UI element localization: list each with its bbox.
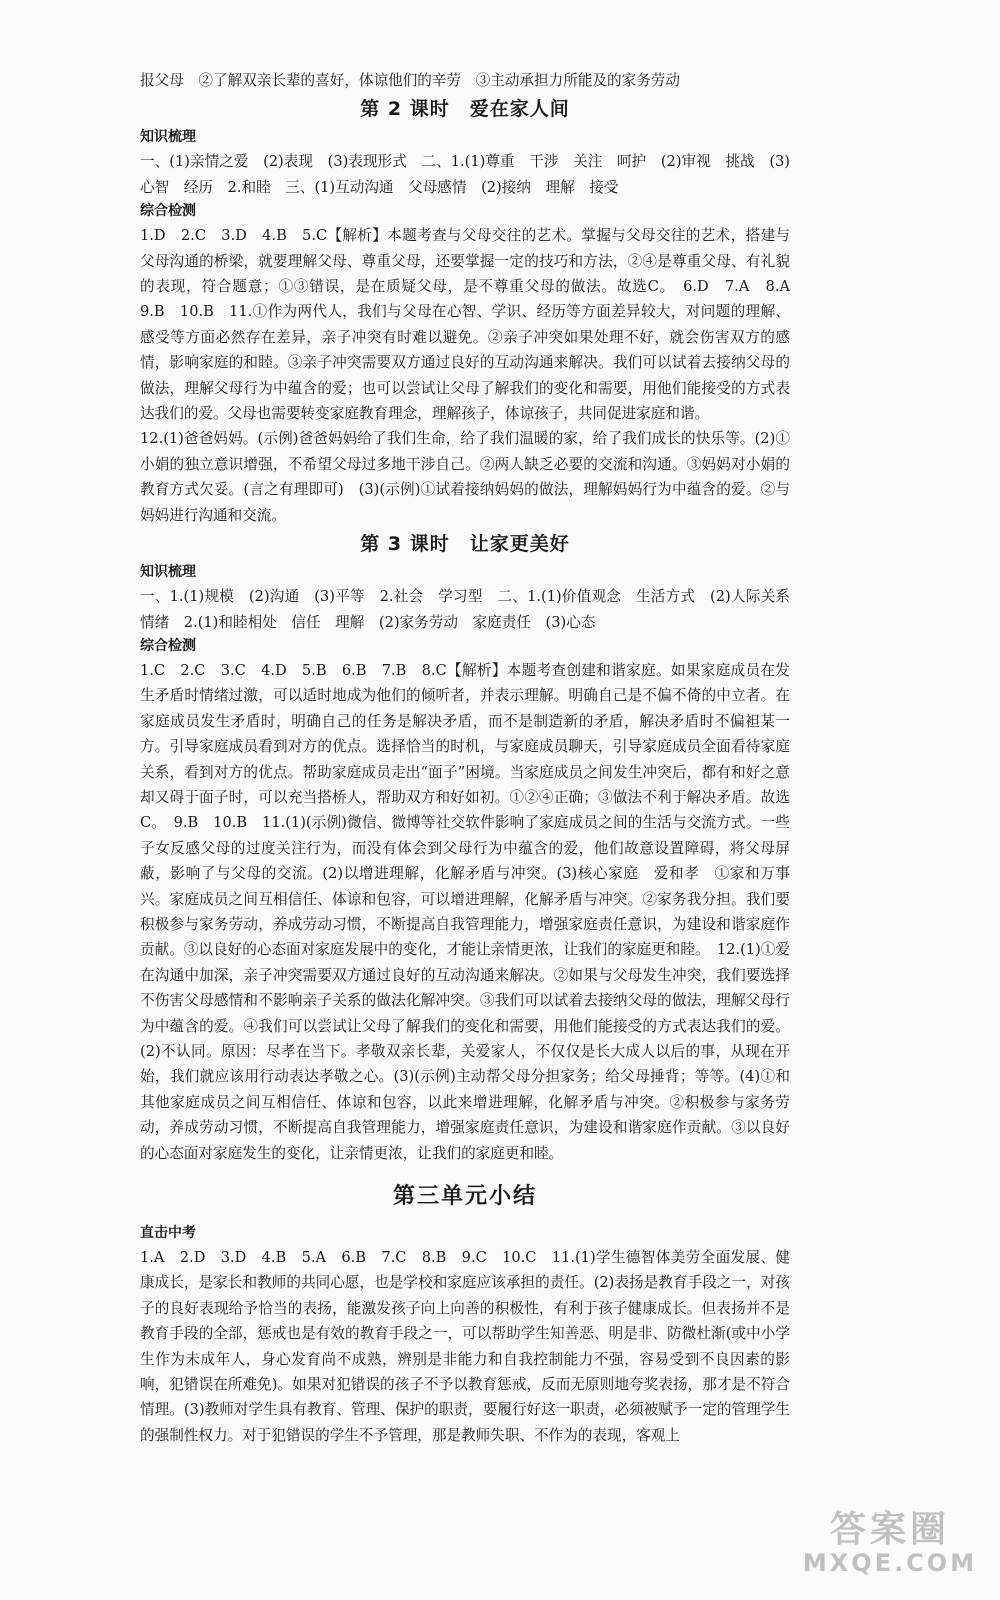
unit-text: 1.A 2.D 3.D 4.B 5.A 6.B 7.C 8.B 9.C 10.C 11.(1)学生德智体美劳全面发展、健康成长，是家长和教师的共同心愿，也是学校和家庭应该承担的责任。(2)表扬是教育手段之一，对孩子的良好表现给予恰当的表扬，能激发孩子向上向善的积极性，有利于孩子健康成长。但表扬并不是教育手段的全部，惩戒也是有效的教育手段之一，可以帮助学生知善恶、明是非、防微杜渐(或中小学生作为未成年人，身心发育尚不成熟，辨别是非能力和自我控制能力不强，容易受到不良因素的影响，犯错误在所难免)。如果对犯错误的孩子不予以教育惩戒，反而无原则地夸奖表扬，那才是不符合情理。(3)教师对学生具有教育、管理、保护的职责，要履行好这一职责，必须被赋予一定的管理学生的强制性权力。对于犯错误的学生不予管理，那是教师失职、不作为的表现，客观上 bbox=[140, 1249, 790, 1444]
lesson2-zhishi-text: 一、(1)亲情之爱 (2)表现 (3)表现形式 二、1.(1)尊重 干涉 关注 呵护 (2)审视 挑战 (3)心智 经历 2.和睦 三、(1)互动沟通 父母感情 (2)接纳 理解 接受 bbox=[140, 153, 790, 196]
lesson3-zhishi-text: 一、1.(1)规模 (2)沟通 (3)平等 2.社会 学习型 二、1.(1)价值观念 生活方式 (2)人际关系 情绪 2.(1)和睦相处 信任 理解 (2)家务劳动 家庭责任 (3)心态 bbox=[140, 588, 805, 631]
watermark-line1: 答案圈 bbox=[829, 1509, 950, 1550]
watermark-line2: MXQE.COM bbox=[802, 1549, 978, 1577]
lesson2-q12-text: 12.(1)爸爸妈妈。(示例)爸爸妈妈给了我们生命，给了我们温暖的家，给了我们成长的快乐等。(2)①小娟的独立意识增强，不希望父母过多地干涉自己。②两人缺乏必要的交流和沟通。③妈妈对小娟的教育方式欠妥。(言之有理即可) (3)(示例)①试着接纳妈妈的做法，理解妈妈行为中蕴含的爱。②与妈妈进行沟通和交流。 bbox=[140, 430, 790, 524]
intro-continuation: 报父母 ②了解双亲长辈的喜好，体谅他们的辛劳 ③主动承担力所能及的家务劳动 bbox=[140, 72, 680, 89]
lesson3-zonghe-label: 综合检测 bbox=[140, 637, 196, 654]
unit-label: 直击中考 bbox=[140, 1225, 196, 1242]
lesson2-zhishi-label: 知识梳理 bbox=[140, 129, 196, 146]
lesson3-zhishi-label: 知识梳理 bbox=[140, 564, 196, 581]
lesson3-title: 第 3 课时 让家更美好 bbox=[360, 533, 570, 556]
lesson2-zonghe-text: 1.D 2.C 3.D 4.B 5.C【解析】本题考查与父母交往的艺术。掌握与父母交往的艺术，搭建与父母沟通的桥梁，就要理解父母、尊重父母，还要掌握一定的技巧和方法，②④是尊重父母、有礼貌的表现，符合题意；①③错误，是在质疑父母，是不尊重父母的做法。故选C。 6.D 7.A 8.A 9.B 10.B 11.①作为两代人，我们与父母在心智、学识、经历等方面差异较大，对问题的理解、感受等方面必然存在差异，亲子冲突有时难以避免。②亲子冲突如果处理不好，就会伤害双方的感情，影响家庭的和睦。③亲子冲突需要双方通过良好的互动沟通来解决。我们可以试着去接纳父母的做法，理解父母行为中蕴含的爱；也可以尝试让父母了解我们的变化和需要，用他们能接受的方式表达我们的爱。父母也需要转变家庭教育理念，理解孩子，体谅孩子，共同促进家庭和谐。 bbox=[140, 227, 805, 423]
unit-title: 第三单元小结 bbox=[392, 1184, 537, 1210]
lesson3-zonghe-text: 1.C 2.C 3.C 4.D 5.B 6.B 7.B 8.C【解析】本题考查创建和谐家庭。如果家庭成员在发生矛盾时情绪过激，可以适时地成为他们的倾听者，并表示理解。明确自己是不偏不倚的中立者。在家庭成员发生矛盾时，明确自己的任务是解决矛盾，而不是制造新的矛盾，解决矛盾时不偏袒某一方。引导家庭成员看到对方的优点。选择恰当的时机，与家庭成员聊天，引导家庭成员全面看待家庭关系，看到对方的优点。帮助家庭成员走出“面子”困境。当家庭成员之间发生冲突后，都有和好之意却又碍于面子时，可以充当搭桥人，帮助双方和好如初。①②④正确；③做法不利于解决矛盾。故选C。 9.B 10.B 11.(1)(示例)微信、微博等社交软件影响了家庭成员之间的生活与交流方式。一些子女反感父母的过度关注行为，而没有体会到父母行为中蕴含的爱，他们故意设置障碍，将父母屏蔽，影响了与父母的交流。(2)以增进理解，化解矛盾与冲突。(3)核心家庭 爱和孝 ①家和万事兴。家庭成员之间互相信任、体谅和包容，可以增进理解，化解矛盾与冲突。②家务我分担。我们要积极参与家务劳动，养成劳动习惯，不断提高自我管理能力，增强家庭责任意识，为建设和谐家庭作贡献。③以良好的心态面对家庭发展中的变化，才能让亲情更浓，让我们的家庭更和睦。 12.(1)①爱在沟通中加深，亲子冲突需要双方通过良好的互动沟通来解决。②如果与父母发生冲突，我们要选择不伤害父母感情和不影响亲子关系的做法化解冲突。③我们可以试着去接纳父母的做法，理解父母行为中蕴含的爱。④我们可以尝试让父母了解我们的变化和需要，用他们能接受的方式表达我们的爱。(2)不认同。原因：尽孝在当下。孝敬双亲长辈，关爱家人，不仅仅是长大成人以后的事，从现在开始，我们就应该用行动表达孝敬之心。(3)(示例)主动帮父母分担家务；给父母捶背；等等。(4)①和其他家庭成员之间互相信任、体谅和包容，以此来增进理解，化解矛盾与冲突。②积极参与家务劳动，养成劳动习惯，不断提高自我管理能力，增强家庭责任意识，为建设和谐家庭作贡献。③以良好的心态面对家庭发生的变化，让亲情更浓，让我们的家庭更和睦。 bbox=[140, 661, 790, 1162]
watermark-logo bbox=[790, 1510, 990, 1580]
lesson2-title: 第 2 课时 爱在家人间 bbox=[360, 98, 570, 121]
lesson2-zonghe-label: 综合检测 bbox=[140, 203, 196, 220]
answer-page bbox=[140, 68, 805, 1448]
